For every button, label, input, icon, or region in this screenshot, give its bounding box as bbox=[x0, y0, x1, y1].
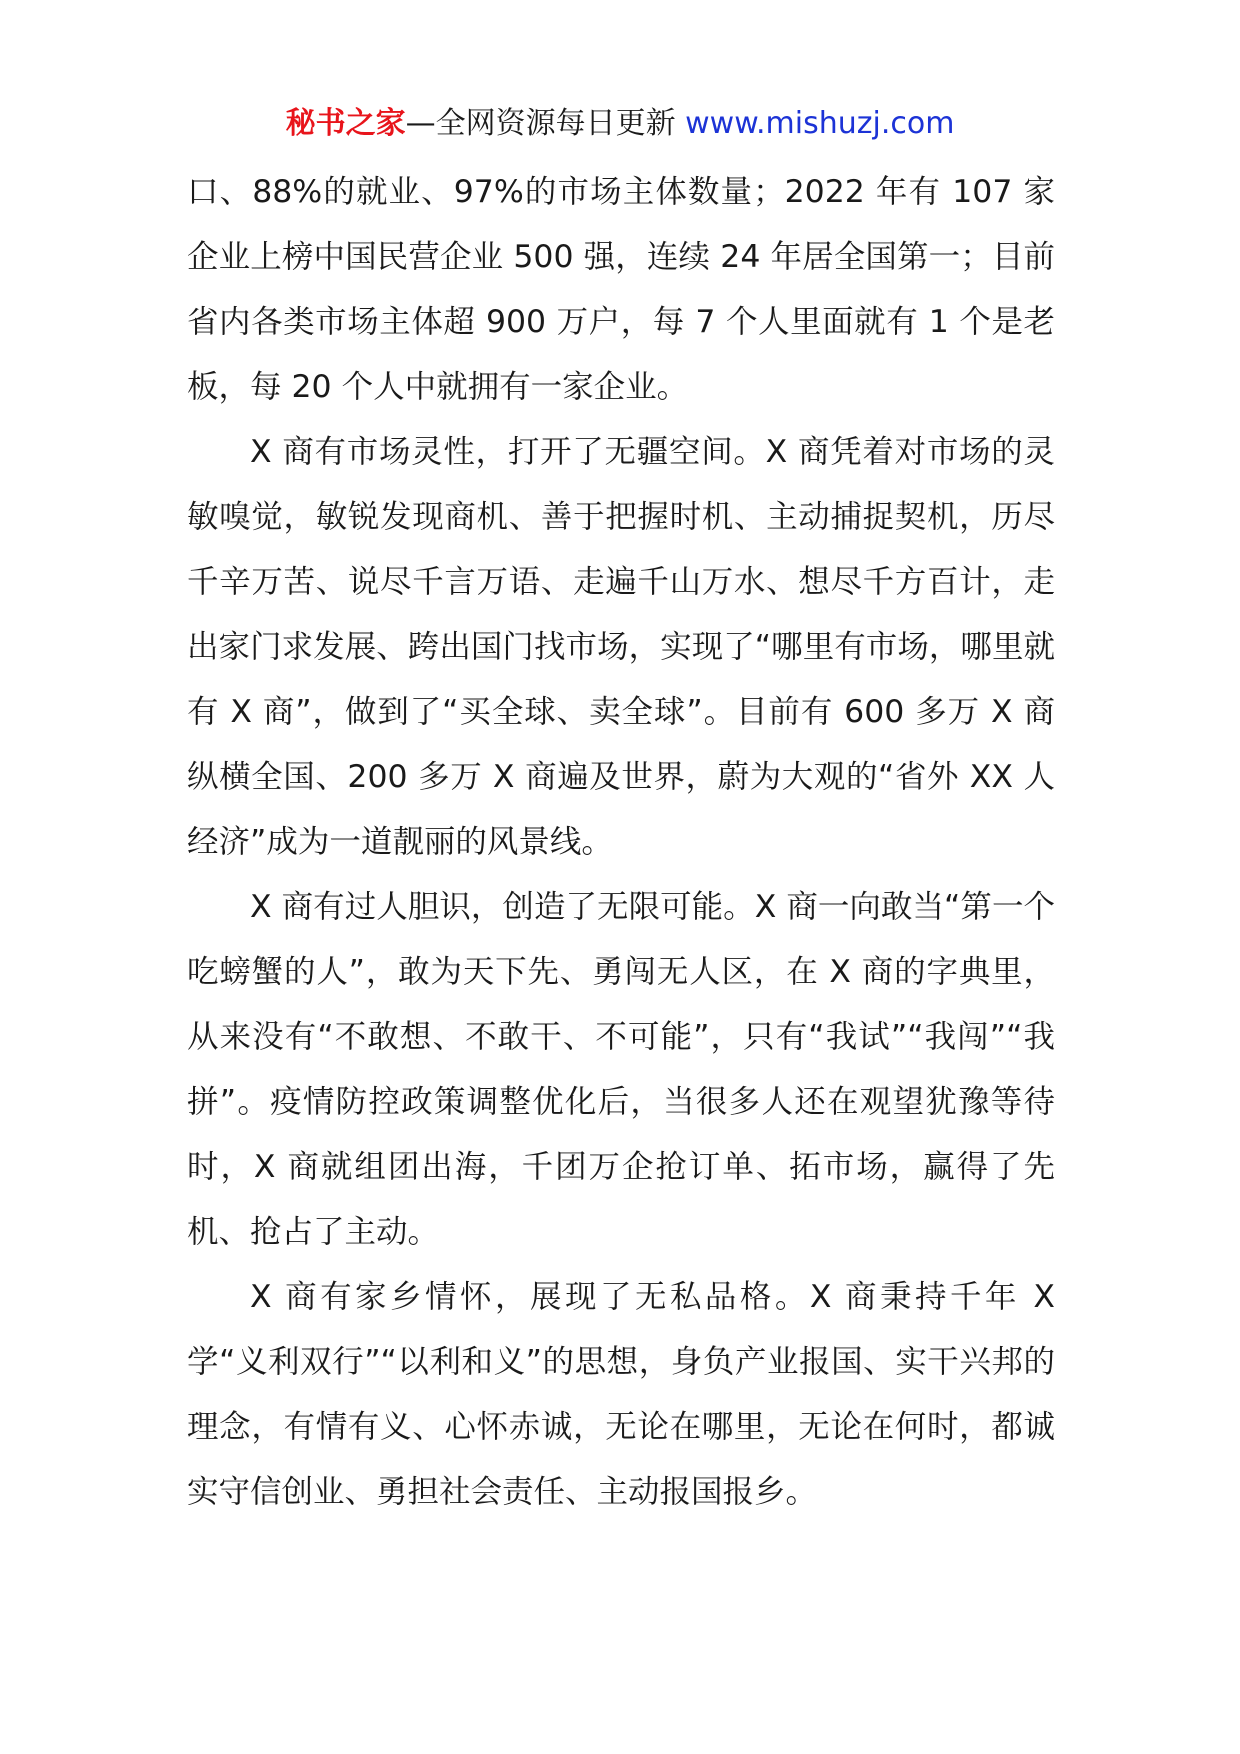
paragraph-4: X 商有家乡情怀，展现了无私品格。X 商秉持千年 X 学“义利双行”“以利和义”的思想，身负产业报国、实干兴邦的理念，有情有义、心怀赤诚，无论在哪里，无论在何时，都诚实守信创业、勇担社会责任、主动报国报乡。 bbox=[187, 1279, 1055, 1510]
website-link[interactable]: www.mishuzj.com bbox=[685, 106, 955, 141]
paragraph-3: X 商有过人胆识，创造了无限可能。X 商一向敢当“第一个吃螃蟹的人”，敢为天下先、勇闯无人区，在 X 商的字典里，从来没有“不敢想、不敢干、不可能”，只有“我试”“我闯”“我拼”。疫情防控政策调整优化后，当很多人还在观望犹豫等待时，X 商就组团出海，千团万企抢订单、拓市场，赢得了先机、抢占了主动。 bbox=[187, 889, 1055, 1250]
brand-name: 秘书之家 bbox=[285, 106, 406, 141]
page-header bbox=[0, 100, 1240, 148]
paragraph-2: X 商有市场灵性，打开了无疆空间。X 商凭着对市场的灵敏嗅觉，敏锐发现商机、善于把握时机、主动捕捉契机，历尽千辛万苦、说尽千言万语、走遍千山万水、想尽千方百计，走出家门求发展、跨出国门找市场，实现了“哪里有市场，哪里就有 X 商”，做到了“买全球、卖全球”。目前有 600 多万 X 商纵横全国、200 多万 X 商遍及世界，蔚为大观的“省外 XX 人经济”成为一道靓丽的风景线。 bbox=[187, 434, 1055, 860]
document-body bbox=[187, 160, 1055, 1525]
paragraph-1: 口、88%的就业、97%的市场主体数量；2022 年有 107 家企业上榜中国民营企业 500 强，连续 24 年居全国第一；目前省内各类市场主体超 900 万户，每 7 个人里面就有 1 个是老板，每 20 个人中就拥有一家企业。 bbox=[187, 174, 1055, 405]
header-tagline: —全网资源每日更新 bbox=[405, 106, 676, 141]
